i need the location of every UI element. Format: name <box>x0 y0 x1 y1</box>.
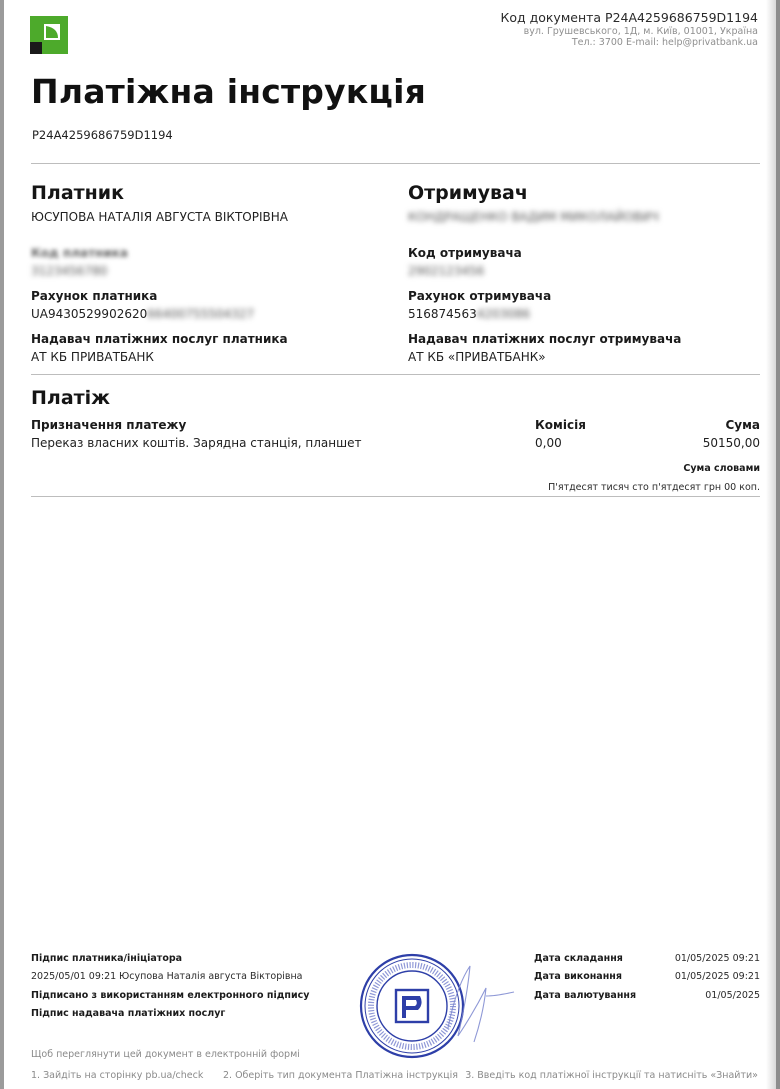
right-edge <box>776 0 780 1089</box>
payer-account-value <box>31 307 254 321</box>
amount-words-label: Сума словами <box>683 463 760 474</box>
payer-signature-label: Підпис платника/ініціатора <box>31 953 183 964</box>
instructions-step-2: 2. Оберіть тип документа Платіжна інструкція <box>223 1070 459 1081</box>
receiver-name: КОНДРАЩЕНКО ВАДИМ МИКОЛАЙОВИЧ <box>408 210 659 224</box>
created-date-value: 01/05/2025 09:21 <box>674 953 760 964</box>
divider <box>31 496 760 497</box>
amount-value: 50150,00 <box>702 436 760 450</box>
payer-signature-name: Юсупова Наталія августа Вікторівна <box>119 971 303 982</box>
receiver-account-value <box>408 307 530 321</box>
amount-words-value: П'ятдесят тисяч сто п'ятдесят грн 00 коп. <box>548 482 760 493</box>
receiver-heading: Отримувач <box>408 182 528 204</box>
amount-label: Сума <box>725 418 760 432</box>
payer-signature-datetime: 2025/05/01 09:21 <box>31 971 117 982</box>
commission-value: 0,00 <box>535 436 562 450</box>
header-address: вул. Грушевського, 1Д, м. Київ, 01001, Україна <box>523 26 758 37</box>
receiver-code-value: 2902123456 <box>408 264 485 278</box>
payer-provider-value: АТ КБ ПРИВАТБАНК <box>31 350 154 364</box>
payer-name: ЮСУПОВА НАТАЛІЯ АВГУСТА ВІКТОРІВНА <box>31 210 288 224</box>
payer-account-blurred: 66400755504327 <box>147 307 255 321</box>
payer-code-value: 3123456780 <box>31 264 108 278</box>
instructions-step-3: 3. Введіть код платіжної інструкції та натисніть «Знайти» <box>465 1070 758 1081</box>
payer-heading: Платник <box>31 182 124 204</box>
left-edge <box>0 0 4 1089</box>
receiver-provider-value: АТ КБ «ПРИВАТБАНК» <box>408 350 546 364</box>
purpose-value: Переказ власних коштів. Зарядна станція, планшет <box>31 436 362 450</box>
header-doc-code: Код документа P24A4259686759D1194 <box>500 10 758 25</box>
document-number: P24A4259686759D1194 <box>32 128 173 142</box>
divider <box>31 163 760 164</box>
payer-account-visible: UA9430529902620 <box>31 307 148 321</box>
page-title: Платіжна інструкція <box>31 72 426 111</box>
purpose-label: Призначення платежу <box>31 418 187 432</box>
value-date-label: Дата валютування <box>534 990 637 1001</box>
provider-signature-label: Підпис надавача платіжних послуг <box>31 1008 226 1019</box>
executed-date-value: 01/05/2025 09:21 <box>674 971 760 982</box>
created-date-label: Дата складання <box>534 953 623 964</box>
divider <box>31 374 760 375</box>
receiver-account-blurred: 4203086 <box>476 307 531 321</box>
receiver-code-label: Код отримувача <box>408 246 522 260</box>
instructions-step-1: 1. Зайдіть на сторінку pb.ua/check <box>31 1070 204 1081</box>
executed-date-label: Дата виконання <box>534 971 622 982</box>
payer-provider-label: Надавач платіжних послуг платника <box>31 332 288 346</box>
receiver-account-label: Рахунок отримувача <box>408 289 552 303</box>
payment-heading: Платіж <box>31 387 111 409</box>
value-date-value: 01/05/2025 <box>705 990 760 1001</box>
receiver-account-visible: 516874563 <box>408 307 477 321</box>
header-contacts: Тел.: 3700 E-mail: help@privatbank.ua <box>571 37 758 48</box>
payer-account-label: Рахунок платника <box>31 289 158 303</box>
payer-code-label: Код платника <box>31 246 128 260</box>
instructions-intro: Щоб переглянути цей документ в електронній формі <box>31 1049 300 1060</box>
e-signature-label: Підписано з використанням електронного підпису <box>31 990 310 1001</box>
handwritten-signature <box>440 958 520 1048</box>
privatbank-logo <box>30 16 68 54</box>
commission-label: Комісія <box>535 418 586 432</box>
receiver-provider-label: Надавач платіжних послуг отримувача <box>408 332 682 346</box>
